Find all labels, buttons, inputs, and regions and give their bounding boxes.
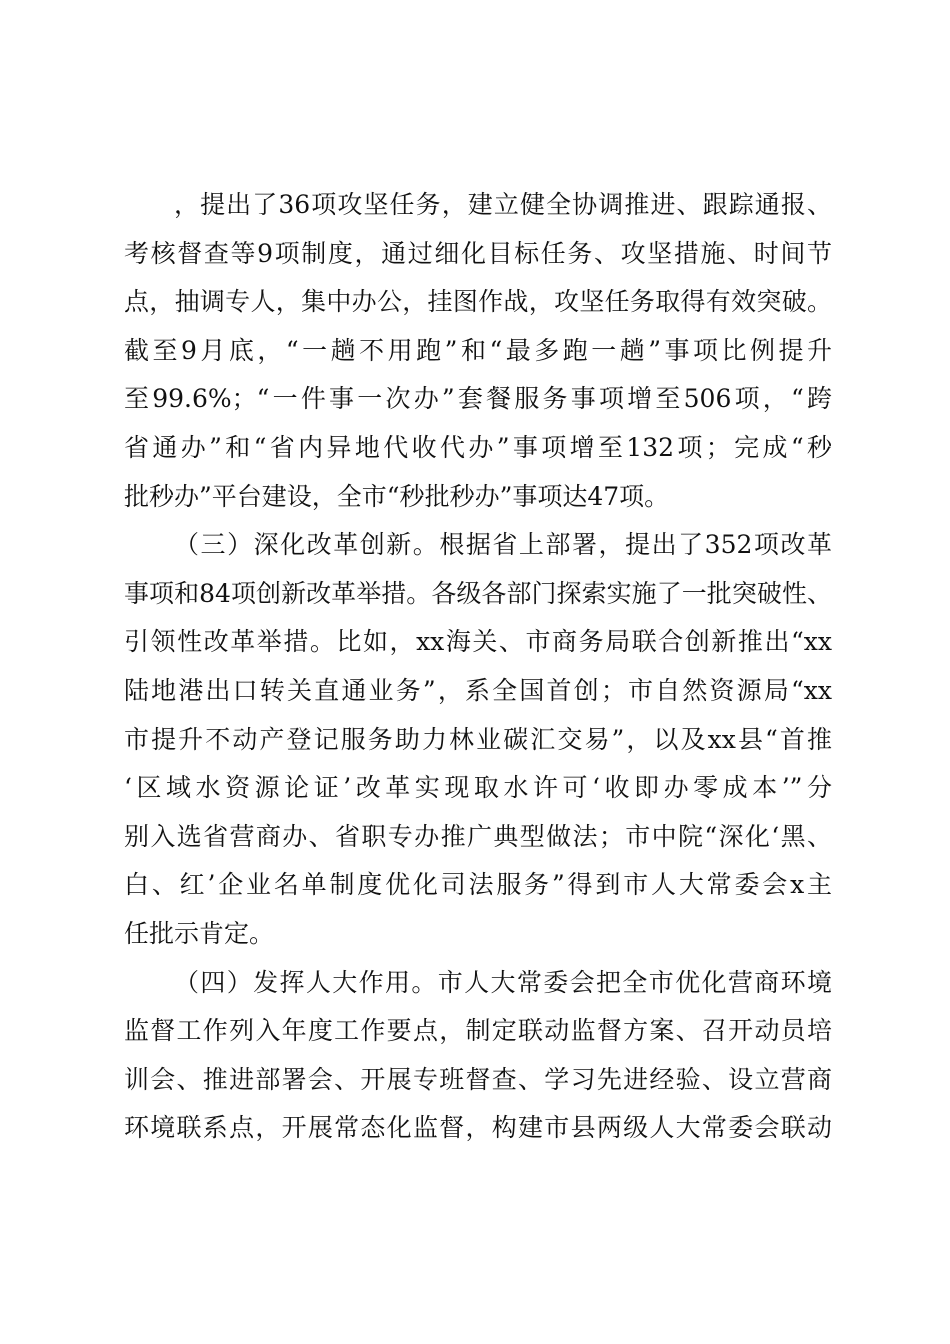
text-line: 任批示肯定。	[124, 918, 275, 948]
text-line: 市提升不动产登记服务助力林业碳汇交易”，以及xx县“首推	[124, 724, 832, 754]
paragraph-1	[124, 181, 832, 521]
text-line: ‘区域水资源论证’改革实现取水许可‘收即办零成本’”分	[124, 773, 832, 803]
text-line: 考核督查等9项制度，通过细化目标任务、攻坚措施、时间节	[124, 238, 832, 268]
text-line: 引领性改革举措。比如，xx海关、市商务局联合创新推出“xx	[124, 627, 832, 657]
text-line: 截至9月底，“一趟不用跑”和“最多跑一趟”事项比例提升	[124, 335, 832, 365]
paragraph-2	[124, 521, 832, 958]
body-text	[124, 181, 832, 1153]
text-line: 别入选省营商办、省职专办推广典型做法；市中院“深化‘黑、	[124, 821, 832, 851]
text-line: 训会、推进部署会、开展专班督查、学习先进经验、设立营商	[124, 1064, 832, 1094]
text-line: 事项和84项创新改革举措。各级各部门探索实施了一批突破性、	[124, 578, 832, 608]
text-line: 省通办”和“省内异地代收代办”事项增至132项；完成“秒	[124, 432, 832, 462]
text-line: 环境联系点，开展常态化监督，构建市县两级人大常委会联动	[124, 1113, 832, 1143]
text-line: （四）发挥人大作用。市人大常委会把全市优化营商环境	[174, 967, 832, 997]
text-line: （三）深化改革创新。根据省上部署，提出了352项改革	[174, 530, 832, 560]
text-line: 陆地港出口转关直通业务”，系全国首创；市自然资源局“xx	[124, 675, 832, 705]
text-line: 监督工作列入年度工作要点，制定联动监督方案、召开动员培	[124, 1016, 832, 1046]
paragraph-3	[124, 959, 832, 1153]
text-line: 批秒办”平台建设，全市“秒批秒办”事项达47项。	[124, 481, 670, 511]
text-line: 至99.6%；“一件事一次办”套餐服务事项增至506项，“跨	[124, 384, 832, 414]
text-line: ，提出了36项攻坚任务，建立健全协调推进、跟踪通报、	[174, 190, 832, 219]
text-line: 点，抽调专人，集中办公，挂图作战，攻坚任务取得有效突破。	[124, 287, 832, 317]
text-line: 白、红’企业名单制度优化司法服务”得到市人大常委会x主	[124, 870, 832, 900]
